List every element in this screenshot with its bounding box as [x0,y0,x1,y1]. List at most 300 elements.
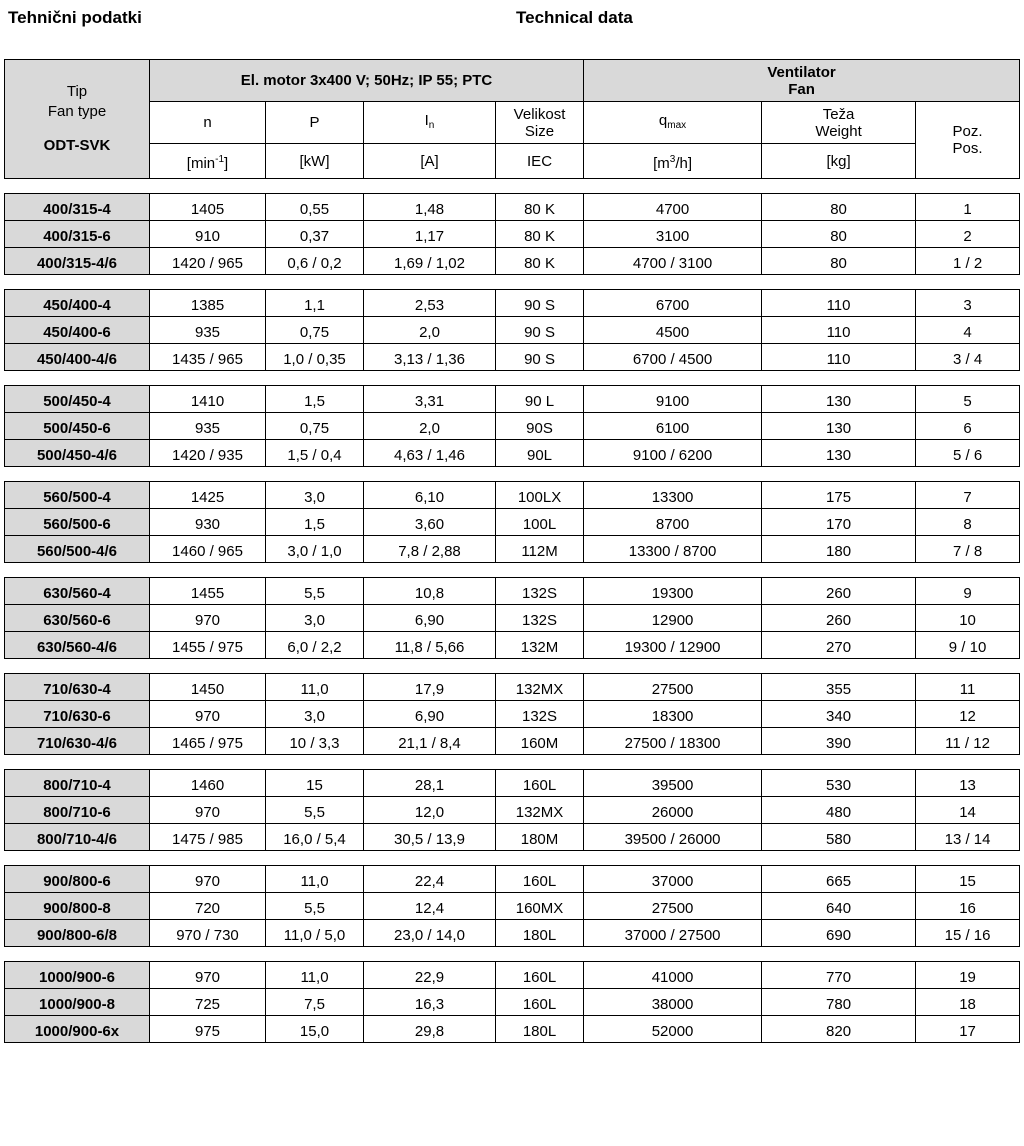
header-fan-type-label: Fan type [47,103,107,120]
group-spacer [5,755,1020,770]
fan-type-cell: 630/560-4/6 [5,632,150,659]
table-cell: 1,5 [266,509,364,536]
header-ventilator-label: Ventilator [767,63,836,81]
group-spacer-cell [5,371,1020,386]
table-cell: 19300 [584,578,762,605]
fan-type-cell: 450/400-4 [5,290,150,317]
table-cell: 37000 / 27500 [584,920,762,947]
table-row [5,701,1020,728]
table-cell: 1405 [150,194,266,221]
group-spacer-cell [5,275,1020,290]
table-cell: 9100 [584,386,762,413]
table-cell: 180L [496,920,584,947]
header-fan-label: Fan [788,80,815,98]
table-cell: 13300 [584,482,762,509]
table-cell: 1,5 [266,386,364,413]
table-cell: 910 [150,221,266,248]
table-cell: 970 [150,866,266,893]
table-row [5,797,1020,824]
table-cell: 11,8 / 5,66 [364,632,496,659]
header-odt-svk-label: ODT-SVK [43,137,111,154]
header-size [496,102,584,144]
table-cell: 1475 / 985 [150,824,266,851]
group-spacer [5,563,1020,578]
table-cell: 260 [762,578,916,605]
table-cell: 7,5 [266,989,364,1016]
header-fan-type [5,60,150,179]
table-cell: 27500 [584,674,762,701]
table-row [5,605,1020,632]
table-cell: 1,5 / 0,4 [266,440,364,467]
table-cell: 16 [916,893,1020,920]
table-cell: 15 / 16 [916,920,1020,947]
table-cell: 100LX [496,482,584,509]
header-position [916,102,1020,179]
unit-q-base: [m [653,154,670,172]
table-cell: 1465 / 975 [150,728,266,755]
fan-type-cell: 450/400-6 [5,317,150,344]
table-cell: 530 [762,770,916,797]
table-cell: 1 [916,194,1020,221]
unit-n-sup: -1 [215,153,225,165]
table-cell: 80 K [496,194,584,221]
table-cell: 14 [916,797,1020,824]
table-row [5,578,1020,605]
header-q-main: q [658,111,668,129]
table-cell: 820 [762,1016,916,1043]
table-cell: 21,1 / 8,4 [364,728,496,755]
table-row [5,770,1020,797]
table-cell: 1 / 2 [916,248,1020,275]
table-cell: 970 [150,962,266,989]
table-cell: 132S [496,605,584,632]
table-cell: 16,3 [364,989,496,1016]
table-cell: 3,0 [266,482,364,509]
table-cell: 160L [496,962,584,989]
table-cell: 2,0 [364,413,496,440]
fan-type-cell: 500/450-4 [5,386,150,413]
header-pos-label: Pos. [952,140,983,157]
table-cell: 41000 [584,962,762,989]
fan-type-cell: 560/500-4/6 [5,536,150,563]
table-cell: 11,0 [266,674,364,701]
table-cell: 12,4 [364,893,496,920]
unit-n-end: ] [224,154,229,172]
table-cell: 720 [150,893,266,920]
table-cell: 52000 [584,1016,762,1043]
table-cell: 132MX [496,797,584,824]
table-cell: 1435 / 965 [150,344,266,371]
table-cell: 3,13 / 1,36 [364,344,496,371]
table-cell: 80 [762,248,916,275]
table-row [5,482,1020,509]
table-cell: 3,0 [266,701,364,728]
header-in-sub: n [428,119,435,131]
table-cell: 8 [916,509,1020,536]
technical-data-table [4,59,1020,1043]
group-spacer-cell [5,659,1020,674]
fan-type-cell: 800/710-6 [5,797,150,824]
table-cell: 390 [762,728,916,755]
table-cell: 970 / 730 [150,920,266,947]
table-cell: 3100 [584,221,762,248]
header-velikost-label: Velikost [513,105,566,123]
table-cell: 180L [496,1016,584,1043]
table-cell: 3 [916,290,1020,317]
table-cell: 132M [496,632,584,659]
table-cell: 12900 [584,605,762,632]
table-cell: 6,10 [364,482,496,509]
table-cell: 19 [916,962,1020,989]
table-row [5,221,1020,248]
table-cell: 29,8 [364,1016,496,1043]
table-cell: 11 / 12 [916,728,1020,755]
table-cell: 970 [150,797,266,824]
group-spacer [5,947,1020,962]
fan-type-cell: 400/315-4/6 [5,248,150,275]
table-row [5,344,1020,371]
table-cell: 160L [496,770,584,797]
table-cell: 0,75 [266,317,364,344]
table-cell: 90S [496,413,584,440]
table-row [5,866,1020,893]
table-cell: 8700 [584,509,762,536]
table-row [5,989,1020,1016]
table-cell: 0,75 [266,413,364,440]
table-cell: 3,0 / 1,0 [266,536,364,563]
fan-type-cell: 1000/900-8 [5,989,150,1016]
table-cell: 7 / 8 [916,536,1020,563]
table-cell: 2 [916,221,1020,248]
table-cell: 39500 / 26000 [584,824,762,851]
table-cell: 18300 [584,701,762,728]
page-title-slovenian: Tehnični podatki [8,8,142,27]
table-cell: 80 [762,194,916,221]
header-poz-label: Poz. [952,123,983,140]
table-row [5,674,1020,701]
table-row [5,824,1020,851]
table-cell: 10 / 3,3 [266,728,364,755]
table-cell: 110 [762,317,916,344]
header-motor-group: El. motor 3x400 V; 50Hz; IP 55; PTC [150,60,584,102]
fan-type-cell: 710/630-4/6 [5,728,150,755]
table-cell: 6 [916,413,1020,440]
header-weight [762,102,916,144]
table-cell: 11 [916,674,1020,701]
table-cell: 770 [762,962,916,989]
table-cell: 3 / 4 [916,344,1020,371]
table-cell: 9100 / 6200 [584,440,762,467]
table-cell: 5,5 [266,578,364,605]
table-cell: 100L [496,509,584,536]
table-cell: 640 [762,893,916,920]
table-row [5,509,1020,536]
table-cell: 1,1 [266,290,364,317]
table-cell: 1450 [150,674,266,701]
table-row [5,194,1020,221]
table-cell: 340 [762,701,916,728]
table-row [5,920,1020,947]
header-fan-group [584,60,1020,102]
header-in [364,102,496,144]
unit-q [584,144,762,179]
table-cell: 4700 / 3100 [584,248,762,275]
unit-p: [kW] [266,144,364,179]
table-cell: 170 [762,509,916,536]
table-cell: 28,1 [364,770,496,797]
fan-type-cell: 1000/900-6x [5,1016,150,1043]
table-cell: 160L [496,866,584,893]
header-p: P [266,102,364,144]
header-in-main: I [424,111,429,129]
table-row [5,1016,1020,1043]
table-row [5,413,1020,440]
table-cell: 180M [496,824,584,851]
unit-q-sup: 3 [669,153,676,165]
table-cell: 3,31 [364,386,496,413]
table-cell: 4700 [584,194,762,221]
table-cell: 480 [762,797,916,824]
table-cell: 1,0 / 0,35 [266,344,364,371]
group-spacer-cell [5,851,1020,866]
table-cell: 2,53 [364,290,496,317]
table-cell: 80 K [496,248,584,275]
table-cell: 9 / 10 [916,632,1020,659]
table-cell: 12 [916,701,1020,728]
table-cell: 780 [762,989,916,1016]
header-n: n [150,102,266,144]
table-cell: 690 [762,920,916,947]
table-cell: 3,0 [266,605,364,632]
table-cell: 13 / 14 [916,824,1020,851]
table-cell: 19300 / 12900 [584,632,762,659]
table-cell: 1410 [150,386,266,413]
table-cell: 80 [762,221,916,248]
table-cell: 1,69 / 1,02 [364,248,496,275]
table-cell: 4500 [584,317,762,344]
table-row [5,632,1020,659]
table-cell: 160M [496,728,584,755]
table-cell: 90 S [496,290,584,317]
table-cell: 1420 / 965 [150,248,266,275]
table-cell: 160L [496,989,584,1016]
table-cell: 5 [916,386,1020,413]
table-cell: 132MX [496,674,584,701]
table-cell: 6100 [584,413,762,440]
fan-type-cell: 900/800-6/8 [5,920,150,947]
fan-type-cell: 560/500-4 [5,482,150,509]
group-spacer [5,179,1020,194]
table-cell: 175 [762,482,916,509]
table-cell: 1455 / 975 [150,632,266,659]
table-row [5,728,1020,755]
group-spacer-cell [5,755,1020,770]
table-cell: 17,9 [364,674,496,701]
table-cell: 10,8 [364,578,496,605]
table-cell: 2,0 [364,317,496,344]
table-row [5,248,1020,275]
group-spacer [5,275,1020,290]
table-cell: 80 K [496,221,584,248]
header-tip-label: Tip [66,83,88,100]
fan-type-cell: 900/800-8 [5,893,150,920]
table-cell: 930 [150,509,266,536]
fan-type-cell: 500/450-4/6 [5,440,150,467]
page-title-english: Technical data [516,8,633,27]
table-cell: 4 [916,317,1020,344]
table-cell: 10 [916,605,1020,632]
table-cell: 0,6 / 0,2 [266,248,364,275]
table-cell: 22,4 [364,866,496,893]
table-cell: 5,5 [266,797,364,824]
table-cell: 6700 [584,290,762,317]
unit-size: IEC [496,144,584,179]
table-cell: 112M [496,536,584,563]
table-cell: 27500 / 18300 [584,728,762,755]
table-row [5,962,1020,989]
table-cell: 37000 [584,866,762,893]
table-cell: 1385 [150,290,266,317]
table-cell: 970 [150,701,266,728]
fan-type-cell: 710/630-6 [5,701,150,728]
group-spacer-cell [5,467,1020,482]
group-spacer-cell [5,947,1020,962]
table-cell: 110 [762,290,916,317]
group-spacer-cell [5,179,1020,194]
table-cell: 90 L [496,386,584,413]
group-spacer-cell [5,563,1020,578]
table-cell: 11,0 [266,866,364,893]
table-cell: 12,0 [364,797,496,824]
unit-q-end: /h] [675,154,692,172]
table-cell: 1420 / 935 [150,440,266,467]
unit-in: [A] [364,144,496,179]
table-cell: 90 S [496,317,584,344]
table-cell: 38000 [584,989,762,1016]
table-cell: 0,37 [266,221,364,248]
table-row [5,290,1020,317]
table-cell: 7,8 / 2,88 [364,536,496,563]
table-cell: 4,63 / 1,46 [364,440,496,467]
table-cell: 13 [916,770,1020,797]
table-cell: 7 [916,482,1020,509]
table-cell: 15 [266,770,364,797]
table-cell: 9 [916,578,1020,605]
table-cell: 270 [762,632,916,659]
table-cell: 26000 [584,797,762,824]
fan-type-cell: 900/800-6 [5,866,150,893]
fan-type-cell: 630/560-4 [5,578,150,605]
table-cell: 160MX [496,893,584,920]
table-cell: 725 [150,989,266,1016]
fan-type-cell: 500/450-6 [5,413,150,440]
fan-type-cell: 630/560-6 [5,605,150,632]
table-cell: 935 [150,317,266,344]
table-row [5,440,1020,467]
header-size-label: Size [524,122,555,140]
table-cell: 132S [496,701,584,728]
fan-type-cell: 800/710-4/6 [5,824,150,851]
table-cell: 1460 / 965 [150,536,266,563]
table-cell: 18 [916,989,1020,1016]
table-cell: 6700 / 4500 [584,344,762,371]
table-cell: 3,60 [364,509,496,536]
fan-type-cell: 450/400-4/6 [5,344,150,371]
fan-type-cell: 400/315-6 [5,221,150,248]
fan-type-cell: 400/315-4 [5,194,150,221]
table-cell: 11,0 [266,962,364,989]
table-cell: 180 [762,536,916,563]
unit-weight: [kg] [762,144,916,179]
table-cell: 1455 [150,578,266,605]
table-cell: 260 [762,605,916,632]
header-qmax [584,102,762,144]
table-cell: 6,0 / 2,2 [266,632,364,659]
table-cell: 13300 / 8700 [584,536,762,563]
group-spacer [5,659,1020,674]
table-cell: 30,5 / 13,9 [364,824,496,851]
table-cell: 15 [916,866,1020,893]
table-cell: 970 [150,605,266,632]
header-q-sub: max [667,119,687,131]
table-cell: 22,9 [364,962,496,989]
table-cell: 11,0 / 5,0 [266,920,364,947]
table-cell: 935 [150,413,266,440]
table-cell: 355 [762,674,916,701]
fan-type-cell: 560/500-6 [5,509,150,536]
table-row [5,893,1020,920]
fan-type-cell: 800/710-4 [5,770,150,797]
header-weight-label: Weight [815,122,862,140]
table-cell: 90L [496,440,584,467]
fan-type-cell: 710/630-4 [5,674,150,701]
table-cell: 130 [762,386,916,413]
table-cell: 665 [762,866,916,893]
unit-n [150,144,266,179]
table-cell: 39500 [584,770,762,797]
header-teza-label: Teža [822,105,855,123]
table-cell: 5,5 [266,893,364,920]
table-cell: 90 S [496,344,584,371]
table-cell: 1,17 [364,221,496,248]
group-spacer [5,371,1020,386]
table-row [5,386,1020,413]
table-cell: 27500 [584,893,762,920]
table-cell: 6,90 [364,701,496,728]
group-spacer [5,851,1020,866]
table-row [5,317,1020,344]
group-spacer [5,467,1020,482]
table-cell: 130 [762,440,916,467]
table-row [5,536,1020,563]
table-cell: 23,0 / 14,0 [364,920,496,947]
table-cell: 16,0 / 5,4 [266,824,364,851]
table-cell: 132S [496,578,584,605]
fan-type-cell: 1000/900-6 [5,962,150,989]
table-cell: 1460 [150,770,266,797]
table-cell: 6,90 [364,605,496,632]
unit-n-base: [min [186,154,216,172]
table-cell: 580 [762,824,916,851]
table-cell: 110 [762,344,916,371]
table-cell: 1425 [150,482,266,509]
table-cell: 130 [762,413,916,440]
table-cell: 17 [916,1016,1020,1043]
table-cell: 0,55 [266,194,364,221]
table-cell: 975 [150,1016,266,1043]
table-cell: 1,48 [364,194,496,221]
table-cell: 5 / 6 [916,440,1020,467]
